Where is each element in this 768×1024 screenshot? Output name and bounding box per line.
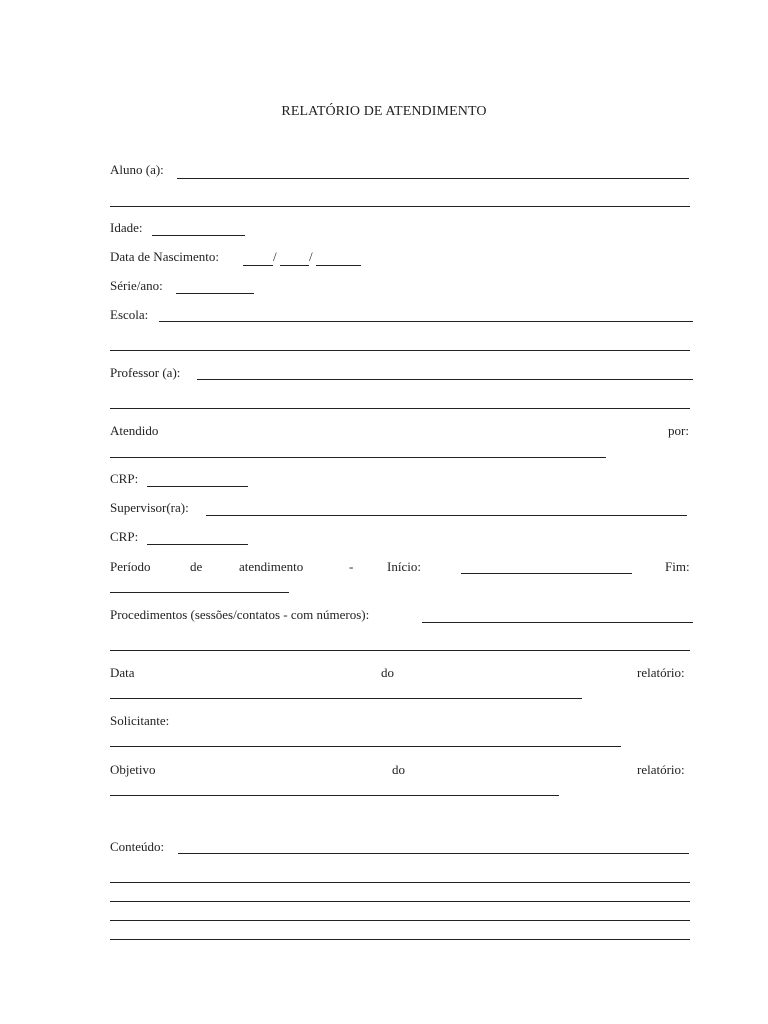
inicio-field[interactable] (461, 573, 632, 574)
periodo-label: Período (110, 559, 151, 574)
professor-label: Professor (a): (110, 365, 181, 380)
solicitante-field[interactable] (110, 746, 621, 747)
procedimentos-field[interactable] (422, 622, 693, 623)
inicio-label: Início: (387, 559, 421, 574)
data-nascimento-day-field[interactable] (243, 265, 273, 266)
conteudo-field-line[interactable] (110, 901, 690, 902)
aluno-field-continuation[interactable] (110, 206, 690, 207)
page-title: RELATÓRIO DE ATENDIMENTO (281, 104, 487, 119)
escola-label: Escola: (110, 307, 149, 322)
supervisor-crp-label: CRP: (110, 529, 139, 544)
crp-label: CRP: (110, 471, 139, 486)
escola-field[interactable] (159, 321, 693, 322)
fim-label: Fim: (665, 559, 690, 574)
professor-field-continuation[interactable] (110, 408, 690, 409)
serie-ano-field[interactable] (176, 293, 254, 294)
objetivo-relatorio-label: Objetivo (110, 762, 156, 777)
supervisor-field[interactable] (206, 515, 687, 516)
data-nascimento-month-field[interactable] (280, 265, 309, 266)
conteudo-label: Conteúdo: (110, 839, 165, 854)
professor-field[interactable] (197, 379, 693, 380)
data-nascimento-year-field[interactable] (316, 265, 361, 266)
conteudo-field-line[interactable] (110, 939, 690, 940)
data-relatorio-label-relatorio: relatório: (637, 665, 685, 680)
serie-ano-label: Série/ano: (110, 278, 163, 293)
atendido-label: Atendido (110, 423, 159, 438)
data-relatorio-field[interactable] (110, 698, 582, 699)
atendido-por-field[interactable] (110, 457, 606, 458)
solicitante-label: Solicitante: (110, 713, 170, 728)
fim-field[interactable] (110, 592, 289, 593)
escola-field-continuation[interactable] (110, 350, 690, 351)
aluno-field[interactable] (177, 178, 689, 179)
idade-field[interactable] (152, 235, 245, 236)
aluno-label: Aluno (a): (110, 162, 164, 177)
objetivo-relatorio-label-do: do (392, 762, 405, 777)
supervisor-label: Supervisor(ra): (110, 500, 189, 515)
periodo-label-de: de (190, 559, 203, 574)
data-relatorio-label: Data (110, 665, 135, 680)
objetivo-relatorio-label-relatorio: relatório: (637, 762, 685, 777)
conteudo-field[interactable] (178, 853, 689, 854)
data-nascimento-label: Data de Nascimento: (110, 249, 220, 264)
atendido-por-label: por: (668, 423, 689, 438)
periodo-label-atendimento: atendimento (239, 559, 304, 574)
procedimentos-field-continuation[interactable] (110, 650, 690, 651)
data-relatorio-label-do: do (381, 665, 394, 680)
date-separator: / (309, 249, 313, 264)
idade-label: Idade: (110, 220, 143, 235)
conteudo-field-line[interactable] (110, 882, 690, 883)
supervisor-crp-field[interactable] (147, 544, 248, 545)
objetivo-relatorio-field[interactable] (110, 795, 559, 796)
date-separator: / (273, 249, 277, 264)
procedimentos-label: Procedimentos (sessões/contatos - com números): (110, 607, 370, 622)
crp-field[interactable] (147, 486, 248, 487)
conteudo-field-line[interactable] (110, 920, 690, 921)
periodo-dash: - (349, 559, 354, 574)
